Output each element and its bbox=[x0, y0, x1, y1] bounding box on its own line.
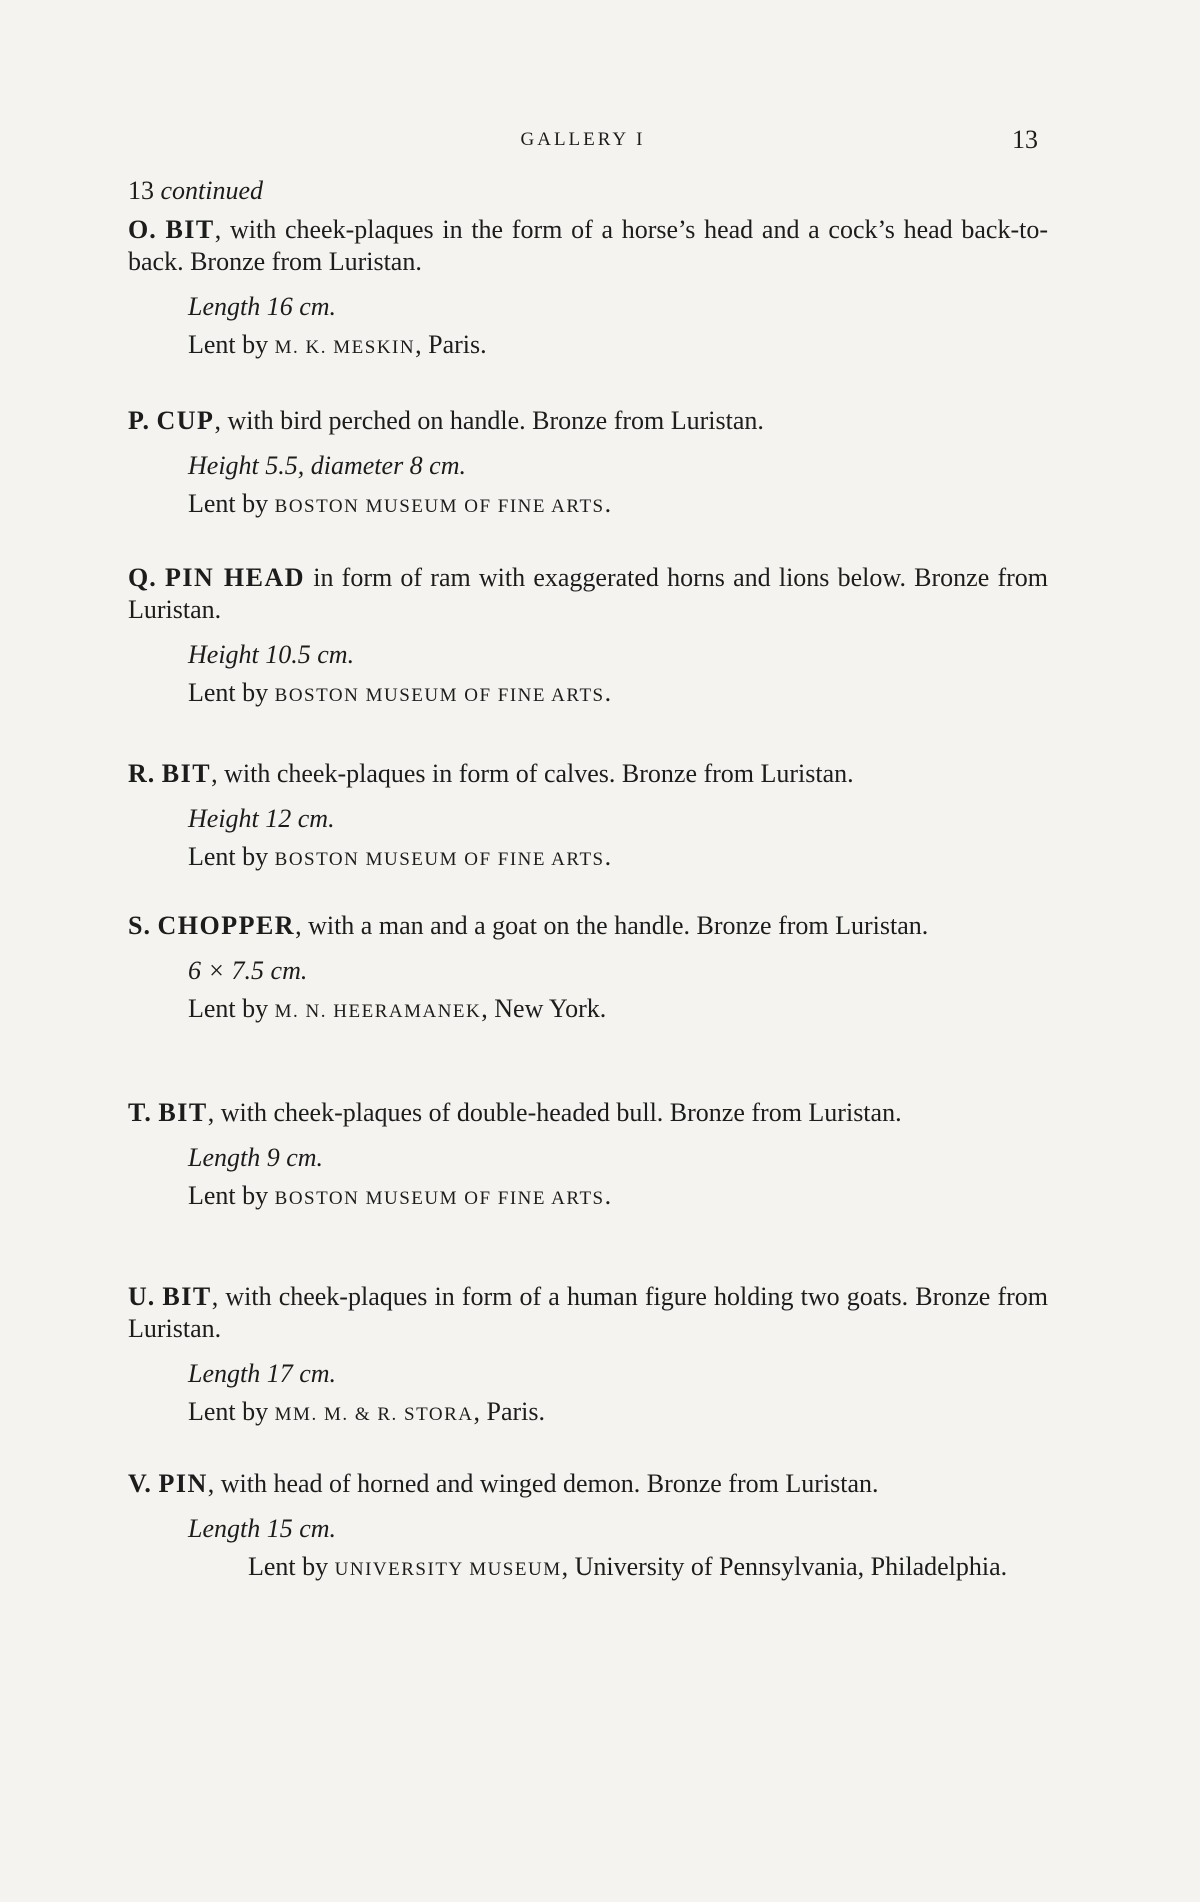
lender-name: BOSTON MUSEUM OF FINE ARTS bbox=[274, 685, 605, 706]
entry-dimensions: Length 15 cm. bbox=[188, 1514, 337, 1543]
lender-name: BOSTON MUSEUM OF FINE ARTS bbox=[274, 1188, 605, 1209]
catalog-entry bbox=[128, 910, 1048, 1031]
entry-letter: T. bbox=[128, 1098, 152, 1127]
entry-desc: , with cheek-plaques of double-headed bull. Bronze from Luristan. bbox=[207, 1098, 902, 1127]
entry-desc: , with cheek-plaques in the form of a horse’s head and a cock’s head back-to-back. Bronze from Luristan. bbox=[128, 215, 1049, 276]
entry-desc: , with a man and a goat on the handle. Bronze from Luristan. bbox=[295, 911, 929, 940]
lent-suffix: . bbox=[604, 842, 612, 871]
lent-prefix: Lent by bbox=[188, 330, 275, 359]
entry-lender-line bbox=[188, 326, 1048, 367]
lent-suffix: , University of Pennsylvania, Philadelphia. bbox=[561, 1552, 1008, 1581]
entry-description bbox=[128, 1097, 1048, 1129]
entry-title: BIT bbox=[162, 1282, 212, 1311]
catalog-entry bbox=[128, 1468, 1048, 1589]
entry-details bbox=[128, 1355, 1048, 1434]
lent-suffix: , Paris. bbox=[415, 330, 487, 359]
entry-letter: S. bbox=[128, 911, 151, 940]
entry-letter: R. bbox=[128, 759, 156, 788]
lent-prefix: Lent by bbox=[248, 1552, 335, 1581]
entry-details bbox=[128, 288, 1048, 367]
entry-dimensions: Height 12 cm. bbox=[188, 804, 335, 833]
entry-lender-line bbox=[188, 1548, 1048, 1589]
catalog-entry bbox=[128, 1097, 1048, 1218]
lent-suffix: . bbox=[604, 1181, 612, 1210]
running-head: GALLERY I bbox=[520, 129, 646, 150]
entry-letter: P. bbox=[128, 406, 150, 435]
entry-lender-line bbox=[188, 838, 1048, 879]
entry-details bbox=[128, 1139, 1048, 1218]
lent-prefix: Lent by bbox=[188, 842, 275, 871]
lent-prefix: Lent by bbox=[188, 994, 275, 1023]
entry-dimensions: Length 16 cm. bbox=[188, 292, 337, 321]
catalog-entry bbox=[128, 214, 1048, 367]
entry-letter: V. bbox=[128, 1469, 152, 1498]
entry-letter: O. bbox=[128, 215, 157, 244]
entry-desc: in form of ram with exaggerated horns and lions below. Bronze from Luristan. bbox=[128, 563, 1048, 624]
entry-lender-line bbox=[188, 1393, 1048, 1434]
entry-dimensions: Length 17 cm. bbox=[188, 1359, 337, 1388]
entry-details bbox=[128, 952, 1048, 1031]
lender-name: M. K. MESKIN bbox=[274, 337, 416, 358]
catalog-entry bbox=[128, 562, 1048, 715]
lender-name: UNIVERSITY MUSEUM bbox=[334, 1559, 562, 1580]
entry-title: PIN bbox=[158, 1469, 208, 1498]
entry-dimensions: 6 × 7.5 cm. bbox=[188, 956, 308, 985]
lender-name: BOSTON MUSEUM OF FINE ARTS bbox=[274, 496, 605, 517]
entry-details bbox=[128, 800, 1048, 879]
lender-name: MM. M. & R. STORA bbox=[274, 1404, 474, 1425]
lender-name: M. N. HEERAMANEK bbox=[274, 1001, 482, 1022]
entry-description bbox=[128, 1281, 1048, 1345]
entry-description bbox=[128, 562, 1048, 626]
entry-letter: U. bbox=[128, 1282, 156, 1311]
entry-description bbox=[128, 1468, 1048, 1500]
entry-desc: , with head of horned and winged demon. Bronze from Luristan. bbox=[207, 1469, 879, 1498]
entry-dimensions: Height 5.5, diameter 8 cm. bbox=[188, 451, 467, 480]
lender-name: BOSTON MUSEUM OF FINE ARTS bbox=[274, 849, 605, 870]
entry-lender-line bbox=[188, 1177, 1048, 1218]
continued-label: continued bbox=[160, 176, 264, 205]
entry-details bbox=[128, 636, 1048, 715]
catalog-entry bbox=[128, 758, 1048, 879]
entry-dimensions: Height 10.5 cm. bbox=[188, 640, 355, 669]
entry-title: CUP bbox=[156, 406, 215, 435]
lent-suffix: . bbox=[604, 678, 612, 707]
entry-description bbox=[128, 758, 1048, 790]
page-number: 13 bbox=[1012, 125, 1038, 154]
entry-description bbox=[128, 910, 1048, 942]
lent-suffix: , New York. bbox=[481, 994, 607, 1023]
entry-letter: Q. bbox=[128, 563, 157, 592]
entry-details bbox=[128, 1510, 1048, 1589]
page-header bbox=[128, 125, 1038, 161]
lent-prefix: Lent by bbox=[188, 1181, 275, 1210]
catalog-entry bbox=[128, 405, 1048, 526]
entry-title: BIT bbox=[158, 1098, 208, 1127]
entry-title: CHOPPER bbox=[157, 911, 296, 940]
lent-prefix: Lent by bbox=[188, 1397, 275, 1426]
entry-details bbox=[128, 447, 1048, 526]
lent-suffix: , Paris. bbox=[473, 1397, 545, 1426]
lent-suffix: . bbox=[604, 489, 612, 518]
entry-dimensions: Length 9 cm. bbox=[188, 1143, 324, 1172]
entry-title: BIT bbox=[165, 215, 215, 244]
lent-prefix: Lent by bbox=[188, 678, 275, 707]
entry-desc: , with bird perched on handle. Bronze from Luristan. bbox=[214, 406, 764, 435]
lent-prefix: Lent by bbox=[188, 489, 275, 518]
entry-description bbox=[128, 405, 1048, 437]
catalog-entry bbox=[128, 1281, 1048, 1434]
entry-desc: , with cheek-plaques in form of calves. Bronze from Luristan. bbox=[211, 759, 854, 788]
entry-description bbox=[128, 214, 1048, 278]
entry-desc: , with cheek-plaques in form of a human figure holding two goats. Bronze from Luristan. bbox=[128, 1282, 1048, 1343]
continued-heading bbox=[128, 176, 263, 206]
entry-lender-line bbox=[188, 485, 1048, 526]
entry-title: BIT bbox=[161, 759, 212, 788]
entry-lender-line bbox=[188, 674, 1048, 715]
catalog-number: 13 bbox=[128, 176, 154, 205]
entry-lender-line bbox=[188, 990, 1048, 1031]
entry-title: PIN HEAD bbox=[164, 563, 306, 592]
